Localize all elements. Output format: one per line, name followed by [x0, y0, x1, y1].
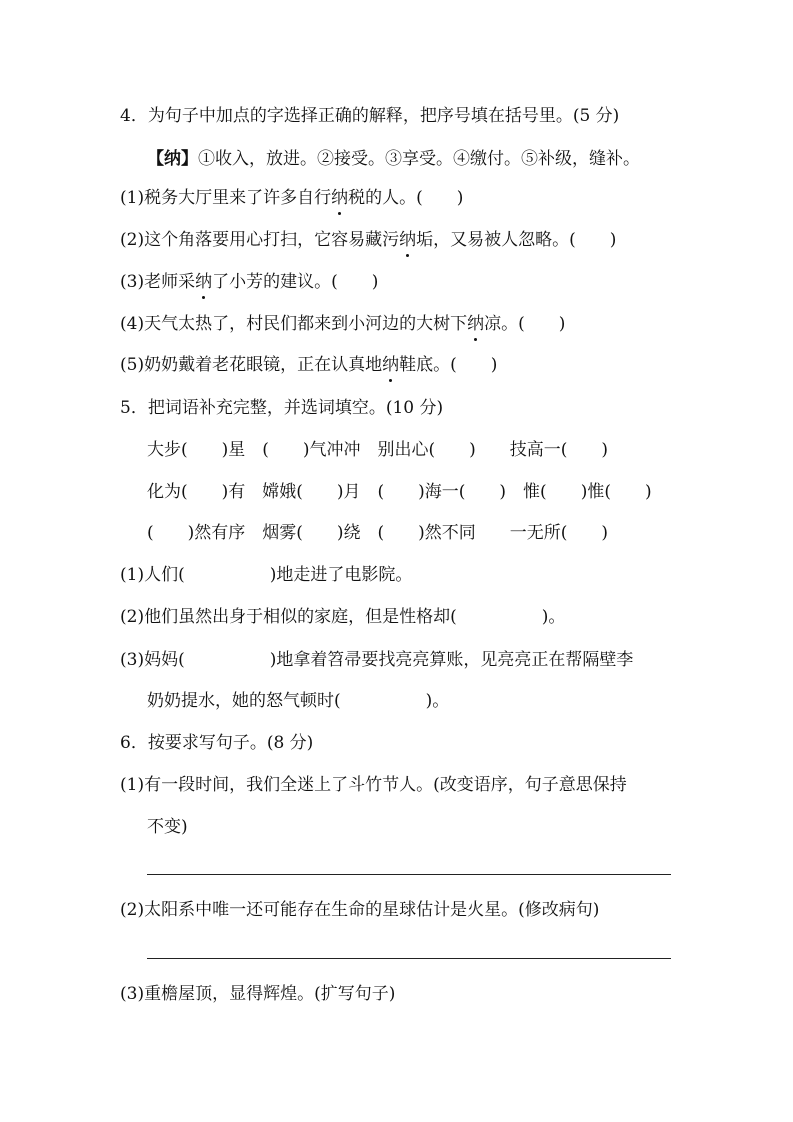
rewrite-item-1-continued: 不变): [147, 817, 188, 837]
fill-sentence-3: (3)妈妈( )地拿着笤帚要找亮亮算账，见亮亮正在帮隔壁李: [120, 650, 634, 670]
fill-sentence-2: (2)他们虽然出身于相似的家庭，但是性格却( )。: [120, 607, 566, 627]
rewrite-item-3: (3)重檐屋顶，显得辉煌。(扩写句子): [120, 984, 396, 1004]
answer-line[interactable]: [147, 958, 671, 959]
sentence-1: (1)税务大厅里来了许多自行纳税的人。( ): [120, 188, 464, 208]
question-4-title: 4．为句子中加点的字选择正确的解释，把序号填在括号里。(5 分): [120, 106, 620, 126]
definition-options: [147, 147, 640, 171]
dotted-char: 纳: [467, 314, 485, 334]
sentence-4: (4)天气太热了，村民们都来到小河边的大树下纳凉。( ): [120, 314, 566, 334]
rewrite-item-2: (2)太阳系中唯一还可能存在生命的星球估计是火星。(修改病句): [120, 900, 600, 920]
question-6-title: 6．按要求写句子。(8 分): [120, 733, 314, 753]
rewrite-item-1: (1)有一段时间，我们全迷上了斗竹节人。(改变语序，句子意思保持: [120, 775, 627, 795]
sentence-2: (2)这个角落要用心打扫，它容易藏污纳垢，又易被人忽略。( ): [120, 230, 617, 250]
dotted-char: 纳: [195, 272, 213, 292]
definition-options-text: ①收入，放进。②接受。③享受。④缴付。⑤补级，缝补。: [198, 149, 640, 169]
word-row-2: 化为( )有 嫦娥( )月 ( )海一( ) 惟( )惟( ): [147, 482, 652, 502]
answer-line[interactable]: [147, 874, 671, 875]
question-5-title: 5．把词语补充完整，并选词填空。(10 分): [120, 398, 444, 418]
sentence-3: (3)老师采纳了小芳的建议。( ): [120, 272, 379, 292]
fill-sentence-3-continued: 奶奶提水，她的怒气顿时( )。: [147, 691, 450, 711]
dotted-char: 纳: [382, 355, 400, 375]
word-row-1: 大步( )星 ( )气冲冲 别出心( ) 技高一( ): [147, 440, 609, 460]
word-row-3: ( )然有序 烟雾( )绕 ( )然不同 一无所( ): [147, 523, 609, 543]
sentence-5: (5)奶奶戴着老花眼镜，正在认真地纳鞋底。( ): [120, 355, 498, 375]
fill-sentence-1: (1)人们( )地走进了电影院。: [120, 565, 413, 585]
definition-char-bracket: 【纳】: [147, 149, 198, 169]
dotted-char: 纳: [399, 230, 417, 250]
dotted-char: 纳: [331, 188, 349, 208]
